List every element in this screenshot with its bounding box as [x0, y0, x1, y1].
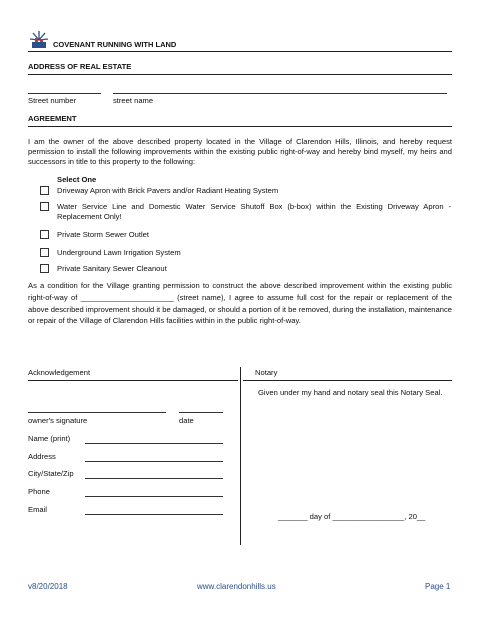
version-label: v8/20/2018	[28, 582, 68, 591]
document-title: COVENANT RUNNING WITH LAND	[53, 40, 177, 49]
header-rule	[28, 51, 452, 52]
agreement-heading: AGREEMENT	[28, 114, 77, 123]
date-line[interactable]	[179, 412, 223, 413]
phone-field-line[interactable]	[85, 496, 223, 497]
email-field-label: Email	[28, 505, 47, 514]
option-storm-sewer[interactable]	[40, 230, 452, 241]
name-field-label: Name (print)	[28, 434, 71, 443]
notary-rule	[243, 380, 452, 381]
website-link[interactable]: www.clarendonhills.us	[197, 582, 276, 591]
notary-day-line[interactable]: _______ day of _________________, 20__	[278, 512, 426, 521]
street-number-label: Street number	[28, 96, 77, 105]
checkbox-icon[interactable]	[40, 186, 49, 195]
checkbox-icon[interactable]	[40, 248, 49, 257]
email-field-line[interactable]	[85, 514, 223, 515]
name-field-line[interactable]	[85, 443, 223, 444]
owner-signature-line[interactable]	[28, 412, 166, 413]
checkbox-icon[interactable]	[40, 264, 49, 273]
agreement-rule	[28, 126, 452, 127]
city-state-zip-field-label: City/State/Zip	[28, 469, 74, 478]
option-label: Water Service Line and Domestic Water Service Shutoff Box (b-box) within the Existing Driveway Apron - Replacement Only!	[57, 202, 451, 221]
acknowledgement-rule	[28, 380, 238, 381]
street-name-line[interactable]	[113, 93, 447, 94]
phone-field-label: Phone	[28, 487, 50, 496]
owner-signature-label: owner's signature	[28, 416, 88, 425]
street-name-label: street name	[113, 96, 154, 105]
checkbox-icon[interactable]	[40, 202, 49, 211]
section-divider	[240, 367, 241, 545]
checkbox-icon[interactable]	[40, 230, 49, 239]
city-state-zip-field-line[interactable]	[85, 478, 223, 479]
address-heading: ADDRESS OF REAL ESTATE	[28, 62, 132, 71]
address-field-label: Address	[28, 452, 56, 461]
option-lawn-irrigation[interactable]	[40, 248, 452, 259]
option-label: Private Storm Sewer Outlet	[57, 230, 150, 239]
notary-statement: Given under my hand and notary seal this Notary Seal.	[258, 388, 443, 397]
address-field-line[interactable]	[85, 461, 223, 462]
option-label: Underground Lawn Irrigation System	[57, 248, 181, 257]
option-label: Driveway Apron with Brick Pavers and/or Radiant Heating System	[57, 186, 279, 195]
option-water-service[interactable]	[40, 202, 452, 221]
acknowledgement-heading: Acknowledgement	[28, 368, 91, 377]
select-one-label: Select One	[57, 175, 97, 184]
option-driveway-apron[interactable]	[40, 186, 452, 197]
street-number-line[interactable]	[28, 93, 101, 94]
address-rule	[28, 74, 452, 75]
notary-heading: Notary	[255, 368, 278, 377]
agreement-intro: I am the owner of the above described property located in the Village of Clarendon Hills, Illinois, and hereby request permission to install the following improvements within the existing public right-of-way and hereby bind myself, my heirs and successors in title to this property to the following:	[28, 137, 452, 166]
page-number: Page 1	[425, 582, 451, 591]
date-label: date	[179, 416, 194, 425]
option-label: Private Sanitary Sewer Cleanout	[57, 264, 167, 273]
condition-paragraph: As a condition for the Village granting permission to construct the above described improvement within the existing public right-of-way of ______________________ (street name), I agree to assume full cost for the repair or replacement of the above described improvement should it be damaged, or should a portion of it be removed, during the installation, maintenance or repair of the Village of Clarendon Hills facilities within in the public right-of-way.	[28, 281, 452, 326]
village-logo	[29, 30, 49, 50]
option-sanitary-sewer[interactable]	[40, 264, 452, 275]
